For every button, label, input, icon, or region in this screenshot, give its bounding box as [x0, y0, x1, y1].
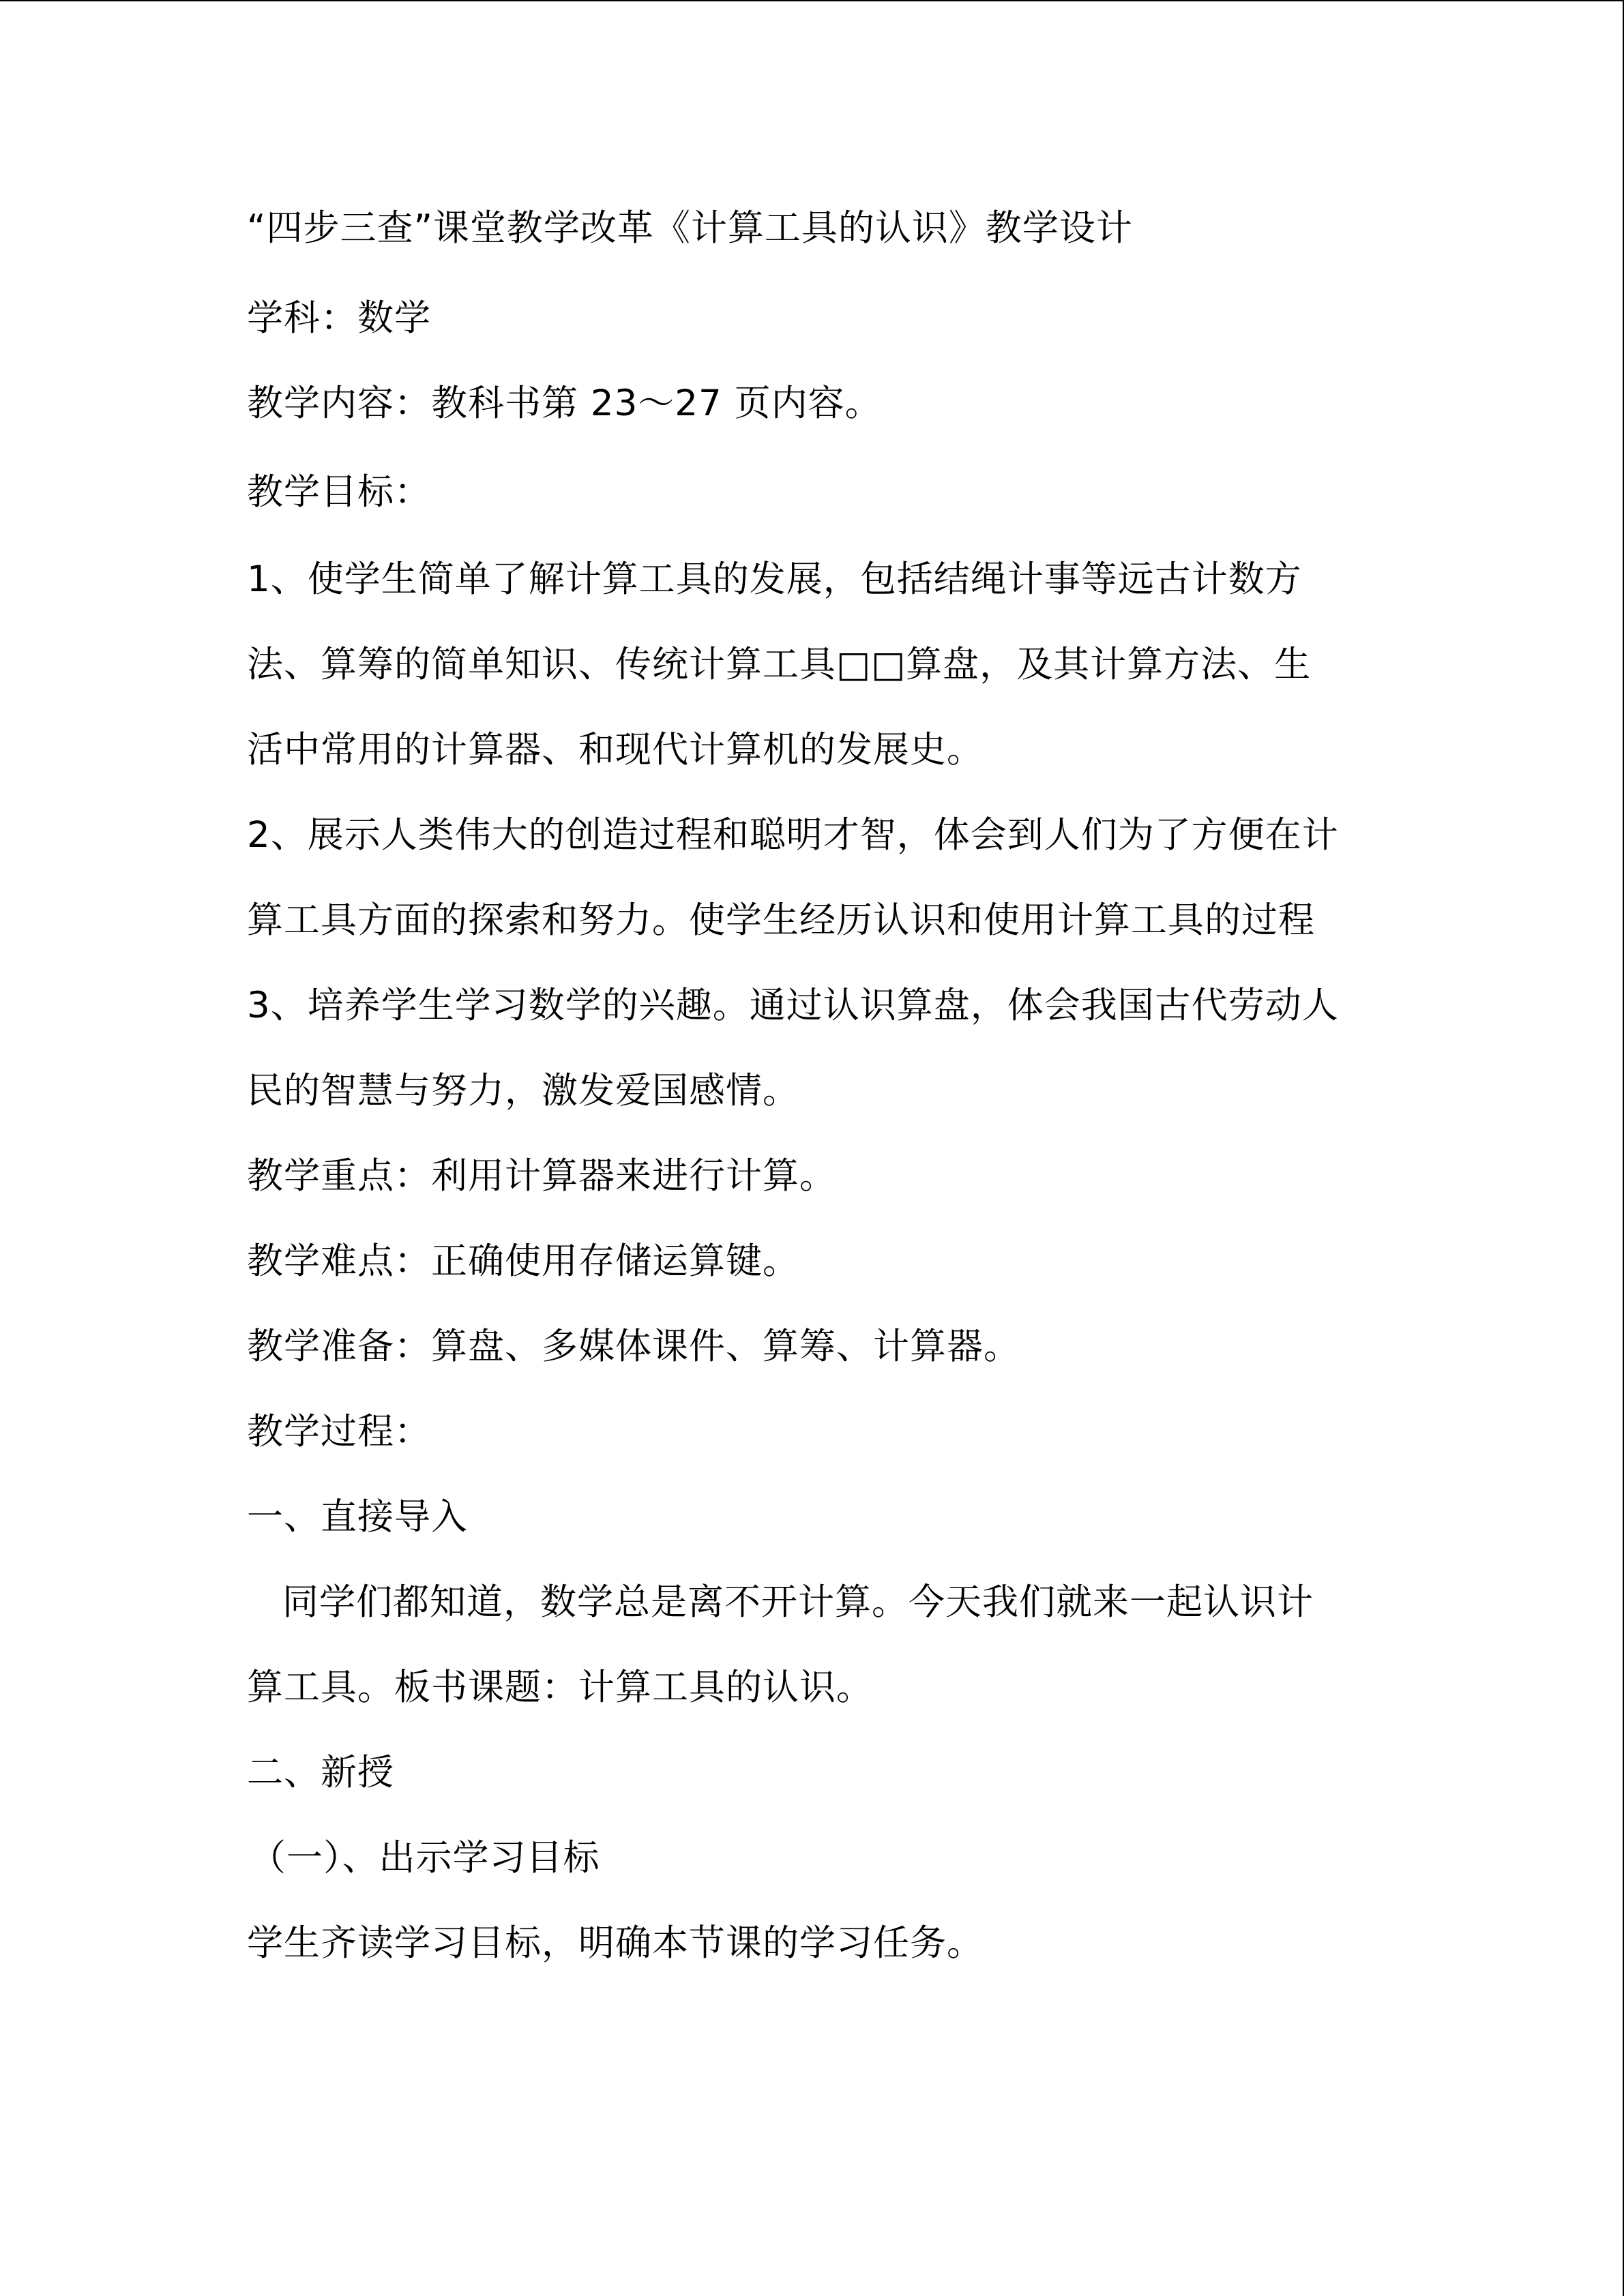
subject-line: 学科：数学: [247, 297, 431, 339]
objective-1-line-3: 活中常用的计算器、和现代计算机的发展史。: [247, 729, 984, 771]
subsection-1-body: 学生齐读学习目标，明确本节课的学习任务。: [247, 1922, 984, 1964]
objective-2-line-2: 算工具方面的探索和努力。使学生经历认识和使用计算工具的过程: [247, 899, 1315, 941]
objectives-heading: 教学目标：: [247, 471, 431, 513]
section-1-body-line-1: 同学们都知道，数学总是离不开计算。今天我们就来一起认识计: [282, 1581, 1314, 1623]
process-heading: 教学过程：: [247, 1411, 431, 1452]
section-2-heading: 二、新授: [247, 1752, 394, 1793]
preparation-line: 教学准备：算盘、多媒体课件、算筹、计算器。: [247, 1326, 1020, 1367]
subsection-1-heading: （一）、出示学习目标: [250, 1837, 600, 1879]
difficulty-line: 教学难点：正确使用存储运算键。: [247, 1240, 799, 1282]
objective-3-line-1: 3、培养学生学习数学的兴趣。通过认识算盘，体会我国古代劳动人: [247, 985, 1339, 1026]
objective-2-line-1: 2、展示人类伟大的创造过程和聪明才智，体会到人们为了方便在计: [247, 814, 1339, 856]
objective-1-line-2: 法、算筹的简单知识、传统计算工具□□算盘，及其计算方法、生: [247, 644, 1312, 685]
key-point-line: 教学重点：利用计算器来进行计算。: [247, 1155, 836, 1197]
content-line: 教学内容：教科书第 23～27 页内容。: [247, 383, 882, 424]
objective-3-line-2: 民的智慧与努力，激发爱国感情。: [247, 1070, 799, 1112]
page-border-top: [0, 0, 1624, 1]
section-1-body-line-2: 算工具。板书课题：计算工具的认识。: [247, 1667, 873, 1708]
document-title: “四步三查”课堂教学改革《计算工具的认识》教学设计: [247, 207, 1133, 249]
section-1-heading: 一、直接导入: [247, 1496, 468, 1538]
objective-1-line-1: 1、使学生简单了解计算工具的发展，包括结绳计事等远古计数方: [247, 558, 1302, 600]
